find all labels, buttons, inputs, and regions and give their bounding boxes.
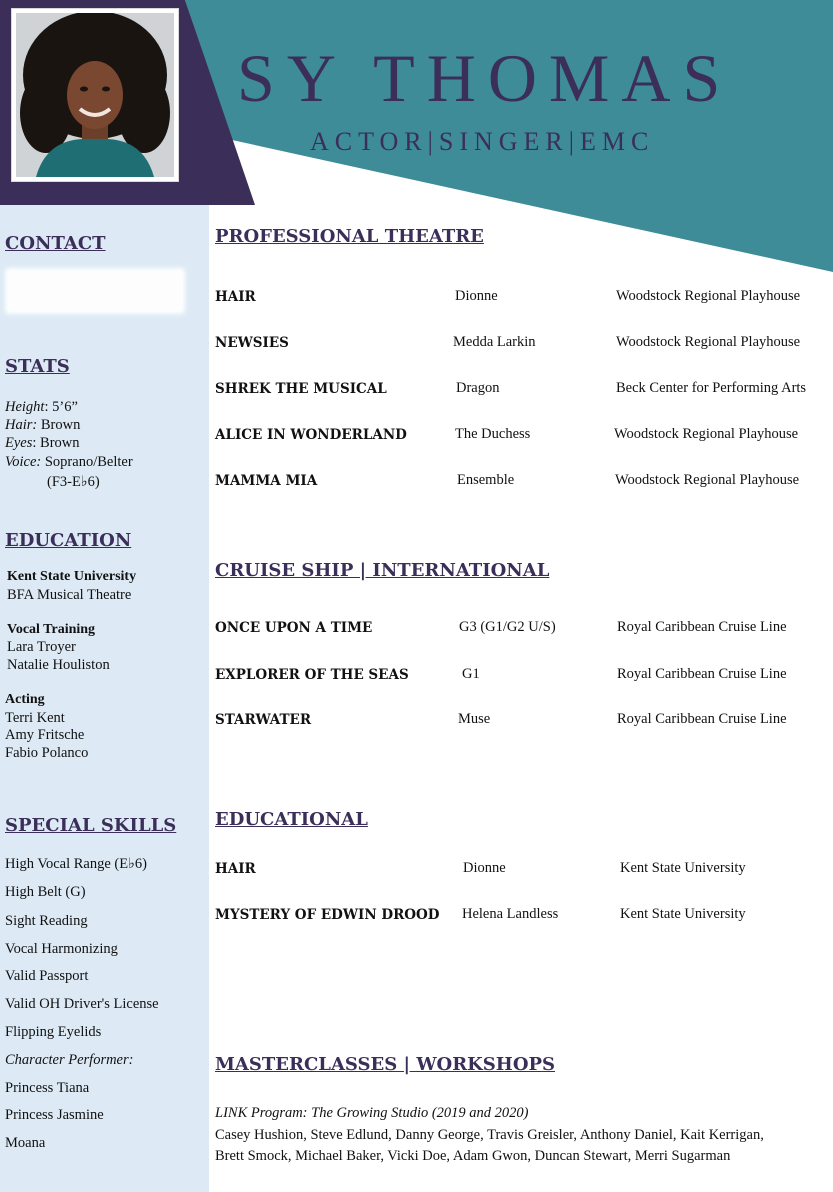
credit-show: MAMMA MIA xyxy=(215,473,318,489)
special-skills-heading: SPECIAL SKILLS xyxy=(5,815,177,836)
credit-role: Helena Landless xyxy=(462,906,559,922)
vocal-teacher: Lara Troyer xyxy=(7,639,76,655)
credit-venue: Royal Caribbean Cruise Line xyxy=(617,619,787,635)
stat-eyes: Eyes: Brown xyxy=(5,435,80,451)
education-heading: EDUCATION xyxy=(5,530,132,551)
skill-item: Flipping Eyelids xyxy=(5,1024,102,1040)
headshot-photo xyxy=(16,13,174,177)
credit-show: ONCE UPON A TIME xyxy=(215,620,373,636)
credit-role: Ensemble xyxy=(457,472,515,488)
character-item: Princess Tiana xyxy=(5,1080,90,1096)
educational-heading: EDUCATIONAL xyxy=(215,809,368,830)
character-item: Moana xyxy=(5,1135,46,1151)
candidate-name: SY THOMAS xyxy=(237,40,733,116)
credit-venue: Woodstock Regional Playhouse xyxy=(616,334,801,350)
cruise-ship-heading: CRUISE SHIP | INTERNATIONAL xyxy=(215,560,550,581)
character-performer-label: Character Performer: xyxy=(5,1052,134,1068)
credit-role: G3 (G1/G2 U/S) xyxy=(459,619,556,635)
contact-heading: CONTACT xyxy=(5,233,106,254)
credit-venue: Woodstock Regional Playhouse xyxy=(614,426,799,442)
credit-venue: Beck Center for Performing Arts xyxy=(616,380,807,396)
credit-show: EXPLORER OF THE SEAS xyxy=(215,667,409,683)
stat-height: Height: 5’6” xyxy=(5,399,78,415)
acting-heading: Acting xyxy=(5,692,45,707)
credit-venue: Kent State University xyxy=(620,906,746,922)
skill-item: Valid OH Driver's License xyxy=(5,996,159,1012)
credit-show: STARWATER xyxy=(215,712,312,728)
credit-venue: Kent State University xyxy=(620,860,746,876)
education-degree: BFA Musical Theatre xyxy=(7,587,132,603)
acting-teacher: Terri Kent xyxy=(5,710,65,726)
credit-show: HAIR xyxy=(215,861,256,877)
credit-venue: Woodstock Regional Playhouse xyxy=(615,472,800,488)
acting-teacher: Amy Fritsche xyxy=(5,727,85,743)
skill-item: High Vocal Range (E♭6) xyxy=(5,856,148,872)
skill-item: High Belt (G) xyxy=(5,884,86,900)
character-item: Princess Jasmine xyxy=(5,1107,104,1123)
skill-item: Vocal Harmonizing xyxy=(5,941,118,957)
acting-teacher: Fabio Polanco xyxy=(5,745,89,761)
stat-hair: Hair: Brown xyxy=(5,417,81,433)
vocal-training-heading: Vocal Training xyxy=(7,622,96,637)
credit-venue: Royal Caribbean Cruise Line xyxy=(617,666,787,682)
skill-item: Sight Reading xyxy=(5,913,88,929)
credit-role: Dionne xyxy=(463,860,506,876)
vocal-teacher: Natalie Houliston xyxy=(7,657,110,673)
credit-role: Dragon xyxy=(456,380,500,396)
education-school: Kent State University xyxy=(7,569,137,584)
credit-show: ALICE IN WONDERLAND xyxy=(215,427,407,443)
credit-show: MYSTERY OF EDWIN DROOD xyxy=(215,907,440,923)
stats-heading: STATS xyxy=(5,356,70,377)
stat-voice-range: (F3-E♭6) xyxy=(47,474,100,490)
credit-venue: Royal Caribbean Cruise Line xyxy=(617,711,787,727)
redacted-contact-info xyxy=(5,268,185,314)
credit-show: NEWSIES xyxy=(215,335,289,351)
headshot-frame xyxy=(11,8,179,182)
credit-show: HAIR xyxy=(215,289,256,305)
credit-show: SHREK THE MUSICAL xyxy=(215,381,387,397)
skill-item: Valid Passport xyxy=(5,968,89,984)
credit-role: The Duchess xyxy=(455,426,531,442)
masterclass-instructors-line: Casey Hushion, Steve Edlund, Danny George, Travis Greisler, Anthony Daniel, Kait Kerrigan, xyxy=(215,1127,764,1143)
masterclass-program: LINK Program: The Growing Studio (2019 and 2020) xyxy=(215,1105,529,1121)
stat-voice: Voice: Soprano/Belter xyxy=(5,454,133,470)
credit-venue: Woodstock Regional Playhouse xyxy=(616,288,801,304)
candidate-tagline: ACTOR|SINGER|EMC xyxy=(310,127,655,156)
professional-theatre-heading: PROFESSIONAL THEATRE xyxy=(215,226,484,247)
credit-role: Medda Larkin xyxy=(453,334,536,350)
credit-role: G1 xyxy=(462,666,480,682)
masterclasses-heading: MASTERCLASSES | WORKSHOPS xyxy=(215,1054,556,1075)
masterclass-instructors-line: Brett Smock, Michael Baker, Vicki Doe, Adam Gwon, Duncan Stewart, Merri Sugarman xyxy=(215,1148,731,1164)
credit-role: Muse xyxy=(458,711,491,727)
credit-role: Dionne xyxy=(455,288,498,304)
